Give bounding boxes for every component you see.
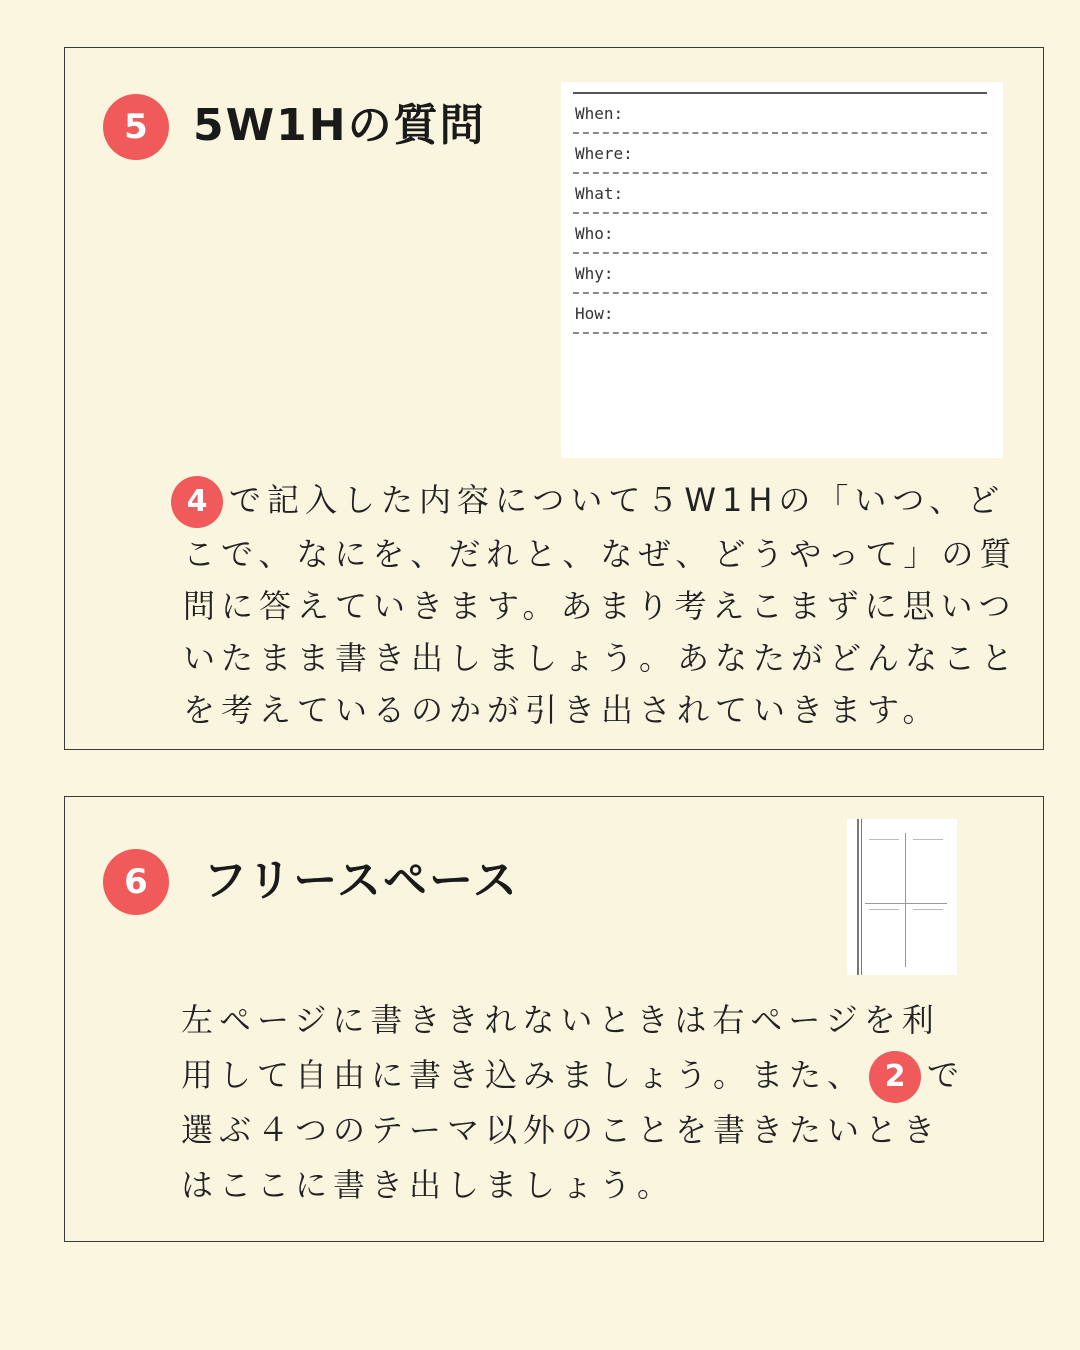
text-line: を考えているのかが引き出されていきます。 bbox=[183, 691, 941, 729]
free-space-page-image bbox=[847, 819, 957, 975]
worksheet-label-where: Where: bbox=[575, 144, 633, 163]
text-line: 問に答えていきます。あまり考えこまずに思いつ bbox=[183, 587, 1017, 625]
sheet-rule bbox=[573, 132, 987, 134]
section-title: 5W1Hの質問 bbox=[193, 100, 486, 151]
page-rule bbox=[913, 909, 943, 910]
sheet-rule bbox=[573, 292, 987, 294]
5w1h-worksheet-image bbox=[561, 82, 1003, 458]
page-rule bbox=[869, 839, 899, 840]
page-divider bbox=[865, 903, 947, 904]
page-rule bbox=[913, 839, 943, 840]
text-line-content: で記入した内容について５W1Hの「いつ、ど bbox=[229, 481, 1006, 519]
section-6-card bbox=[64, 796, 1044, 1242]
page-rule bbox=[869, 909, 899, 910]
worksheet-label-why: Why: bbox=[575, 264, 614, 283]
worksheet-label-when: When: bbox=[575, 104, 624, 123]
reference-badge: 2 bbox=[869, 1051, 921, 1103]
section-title: フリースペース bbox=[203, 855, 519, 906]
sheet-rule bbox=[573, 92, 987, 94]
section-5-card bbox=[64, 47, 1044, 750]
text-line-content: で bbox=[927, 1056, 966, 1094]
page-binding-line bbox=[861, 819, 862, 975]
step-number-badge: 5 bbox=[103, 94, 169, 160]
worksheet-label-who: Who: bbox=[575, 224, 614, 243]
section-5-description bbox=[171, 474, 1021, 736]
text-line: いたまま書き出しましょう。あなたがどんなこと bbox=[183, 639, 1020, 677]
worksheet-label-what: What: bbox=[575, 184, 624, 203]
text-line bbox=[181, 1048, 1021, 1103]
worksheet-label-how: How: bbox=[575, 304, 614, 323]
text-line: こで、なにを、だれと、なぜ、どうやって」の質 bbox=[183, 535, 1018, 573]
sheet-rule bbox=[573, 212, 987, 214]
sheet-rule bbox=[573, 332, 987, 334]
text-line: 左ページに書ききれないときは右ページを利 bbox=[181, 1001, 940, 1039]
step-number-badge: 6 bbox=[103, 849, 169, 915]
text-line-content: 用して自由に書き込みましょう。また、 bbox=[181, 1056, 866, 1094]
sheet-rule bbox=[573, 172, 987, 174]
page-binding-line bbox=[857, 819, 859, 975]
text-line: 選ぶ４つのテーマ以外のことを書きたいとき bbox=[181, 1111, 942, 1149]
reference-badge: 4 bbox=[171, 476, 223, 528]
text-line: はここに書き出しましょう。 bbox=[181, 1166, 676, 1204]
page-divider bbox=[905, 833, 906, 967]
sheet-rule bbox=[573, 252, 987, 254]
text-line bbox=[171, 474, 1021, 528]
section-6-description bbox=[181, 993, 1021, 1213]
